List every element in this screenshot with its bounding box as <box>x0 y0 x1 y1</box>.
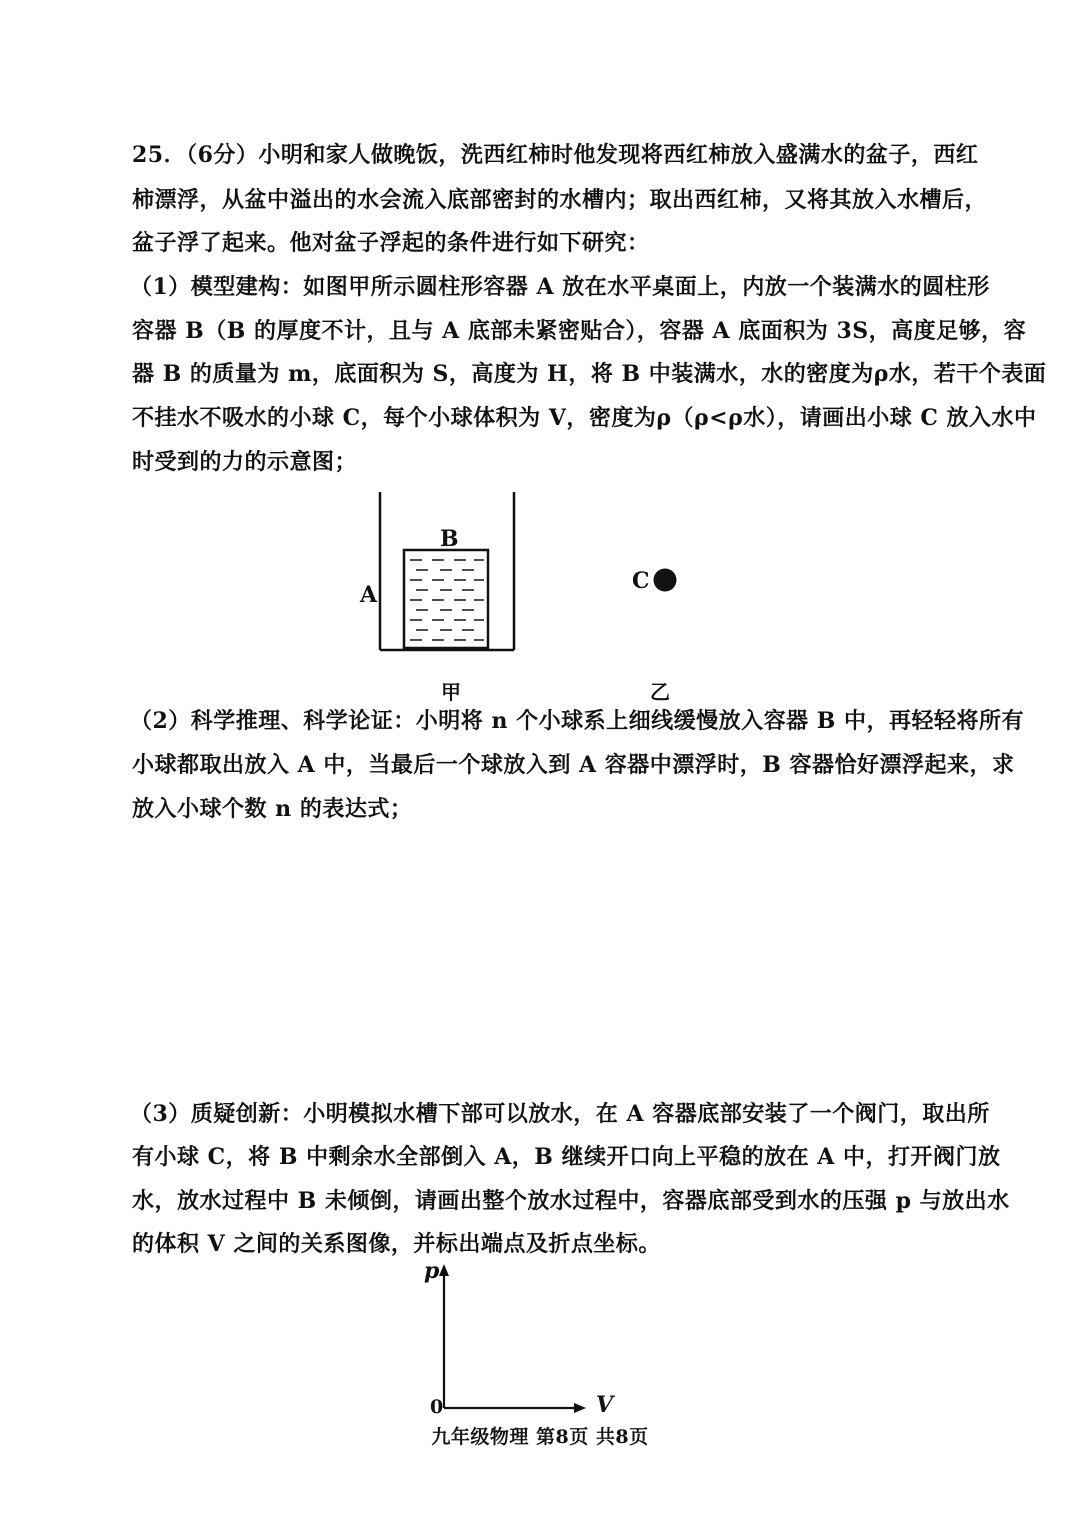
y-axis-arrow <box>439 1264 449 1276</box>
x-axis-label: V <box>596 1392 614 1418</box>
part1-line-3: 器 B 的质量为 m，底面积为 S，高度为 H，将 B 中装满水，水的密度为ρ水，若干个表面 <box>132 361 1047 387</box>
figure-jia-caption: 甲 <box>441 680 461 704</box>
label-container-b: B <box>440 526 459 552</box>
x-axis-arrow <box>574 1403 586 1413</box>
part1-line-1: （1）模型建构：如图甲所示圆柱形容器 A 放在水平桌面上，内放一个装满水的圆柱形 <box>130 274 990 300</box>
part3-line-1: （3）质疑创新：小明模拟水槽下部可以放水，在 A 容器底部安装了一个阀门，取出所 <box>130 1101 990 1127</box>
ball-c <box>652 567 678 593</box>
page-footer: 九年级物理 第8页 共8页 <box>431 1426 649 1448</box>
container-b <box>404 550 488 648</box>
question-line-3: 盆子浮了起来。他对盆子浮起的条件进行如下研究： <box>132 230 650 256</box>
part3-line-3: 水，放水过程中 B 未倾倒，请画出整个放水过程中，容器底部受到水的压强 p 与放出水 <box>132 1188 1010 1214</box>
question-line-1: 25．（6分）小明和家人做晚饭，洗西红柿时他发现将西红柿放入盛满水的盆子，西红 <box>132 142 979 168</box>
part1-line-5: 时受到的力的示意图； <box>132 449 358 475</box>
part2-line-3: 放入小球个数 n 的表达式； <box>132 796 413 822</box>
label-container-a: A <box>360 582 378 608</box>
pressure-volume-axes <box>420 1260 620 1420</box>
water-hatching <box>410 560 484 640</box>
part2-line-2: 小球都取出放入 A 中，当最后一个球放入到 A 容器中漂浮时，B 容器恰好漂浮起来，求 <box>132 752 1015 778</box>
figure-yi-caption: 乙 <box>650 680 670 704</box>
origin-label: 0 <box>430 1396 444 1418</box>
part1-line-2: 容器 B（B 的厚度不计，且与 A 底部未紧密贴合），容器 A 底面积为 3S，高度足够，容 <box>132 318 1027 344</box>
y-axis-label: p <box>424 1258 440 1284</box>
figure-container-diagram <box>360 490 530 660</box>
question-line-2: 柿漂浮，从盆中溢出的水会流入底部密封的水槽内；取出西红柿，又将其放入水槽后， <box>132 187 988 213</box>
part3-line-4: 的体积 V 之间的关系图像，并标出端点及折点坐标。 <box>132 1231 661 1257</box>
part3-line-2: 有小球 C，将 B 中剩余水全部倒入 A，B 继续开口向上平稳的放在 A 中，打开阀门放 <box>132 1144 1001 1170</box>
part1-line-4: 不挂水不吸水的小球 C，每个小球体积为 V，密度为ρ（ρ<ρ水），请画出小球 C 放入水中 <box>132 405 1037 431</box>
label-ball-c: C <box>632 568 650 594</box>
part2-line-1: （2）科学推理、科学论证：小明将 n 个小球系上细线缓慢放入容器 B 中，再轻轻将所有 <box>130 708 1025 734</box>
